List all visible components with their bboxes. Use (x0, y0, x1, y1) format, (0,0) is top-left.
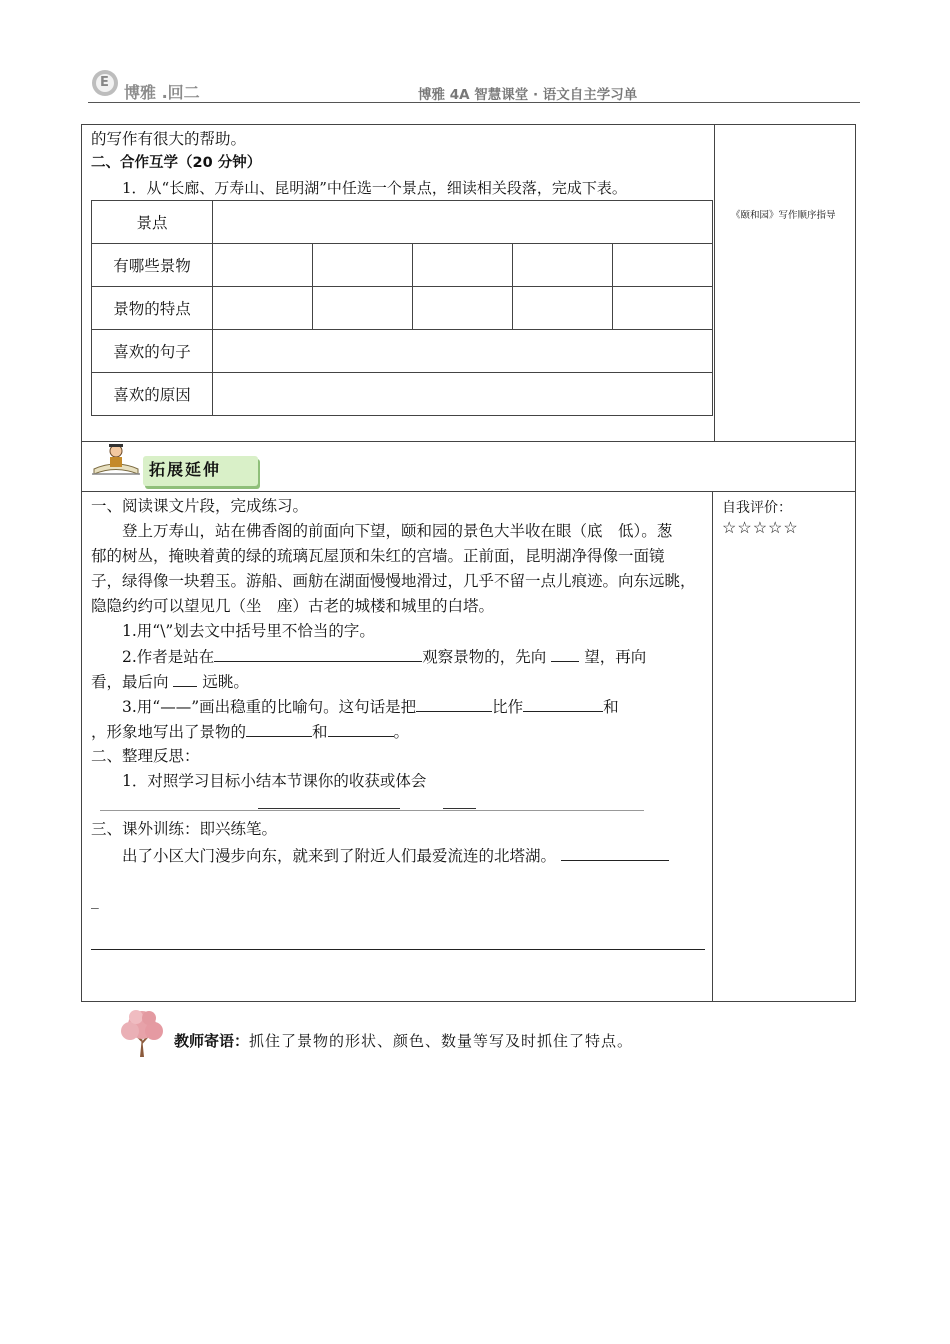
answer-blank[interactable] (173, 669, 197, 687)
answer-blank[interactable] (523, 694, 603, 712)
exercise-2-line-2 (91, 669, 249, 695)
section-heading: 二、合作互学（20 分钟） (91, 155, 262, 171)
self-eval-divider (712, 491, 713, 1002)
passage-line-3: 子，绿得像一块碧玉。游船、画舫在湖面慢慢地滑过，几乎不留一点儿痕迹。向东远眺， (91, 572, 696, 590)
exercise-3-text-e: 和 (312, 723, 328, 741)
input-cell[interactable] (313, 287, 413, 330)
brand-name: 博雅 .回二 (124, 83, 200, 102)
header-title: 博雅 4A 智慧课堂 · 语文自主学习单 (418, 87, 638, 103)
writing-dash: _ (91, 891, 99, 909)
answer-blank[interactable] (214, 644, 422, 662)
teacher-comment-label: 教师寄语： (174, 1032, 250, 1050)
table-row (92, 201, 713, 244)
extension-banner-label: 拓展延伸 (149, 460, 222, 479)
exercise-2-text-c: 望，再向 (584, 648, 647, 666)
writing-line[interactable] (91, 949, 705, 950)
header-divider (88, 102, 860, 103)
passage-line-2: 郁的树丛，掩映着黄的绿的琉璃瓦屋顶和朱红的宫墙。正前面，昆明湖净得像一面镜 (91, 547, 665, 565)
passage-line-4: 隐隐约约可以望见几（坐 座）古老的城楼和城里的白塔。 (91, 597, 495, 615)
question-3-heading: 三、课外训练：即兴练笔。 (91, 820, 278, 838)
question-3-text (122, 843, 669, 869)
table-row (92, 373, 713, 416)
exercise-3-text-c: 和 (603, 698, 619, 716)
rating-stars[interactable]: ☆☆☆☆☆ (722, 518, 799, 537)
input-cell[interactable] (213, 201, 713, 244)
exercise-2-line-1 (122, 644, 646, 670)
input-cell[interactable] (213, 287, 313, 330)
exercise-2-text-d: 看，最后向 (91, 673, 169, 691)
intro-tail-text: 的写作有很大的帮助。 (91, 130, 247, 148)
table-row (92, 244, 713, 287)
reflection-line-mark (258, 808, 400, 809)
self-eval-label: 自我评价： (722, 500, 792, 516)
exercise-3-text-d: ，形象地写出了景物的 (91, 723, 247, 741)
table-row (92, 330, 713, 373)
reflection-line[interactable] (100, 810, 644, 811)
exercise-2-text-a: 2.作者是站在 (122, 648, 215, 666)
table-row (92, 287, 713, 330)
exercise-3-text-a: 3.用“——”画出稳重的比喻句。这句话是把 (122, 698, 417, 716)
answer-blank[interactable] (416, 694, 492, 712)
row-label: 景物的特点 (92, 287, 213, 330)
input-cell[interactable] (613, 287, 713, 330)
input-cell[interactable] (613, 244, 713, 287)
writing-blank[interactable] (561, 843, 669, 861)
side-note: 《颐和园》写作顺序指导 (731, 210, 836, 221)
question-3-prompt: 出了小区大门漫步向东，就来到了附近人们最爱流连的北塔湖。 (122, 847, 557, 865)
exercise-3-line-2 (91, 719, 409, 745)
input-cell[interactable] (413, 287, 513, 330)
answer-blank[interactable] (246, 719, 312, 737)
input-cell[interactable] (213, 330, 713, 373)
question-2-item: 1．对照学习目标小结本节课你的收获或体会 (122, 772, 427, 790)
teacher-comment (174, 1030, 633, 1051)
input-cell[interactable] (513, 244, 613, 287)
question-2-heading: 二、整理反思： (91, 747, 200, 765)
row-label: 有哪些景物 (92, 244, 213, 287)
exercise-2-text-b: 观察景物的，先向 (422, 648, 547, 666)
input-cell[interactable] (313, 244, 413, 287)
input-cell[interactable] (513, 287, 613, 330)
answer-blank[interactable] (328, 719, 394, 737)
logo-icon: E (92, 70, 118, 96)
teacher-comment-text: 抓住了景物的形状、颜色、数量等写及时抓住了特点。 (249, 1032, 634, 1050)
passage-line-1: 登上万寿山，站在佛香阁的前面向下望，颐和园的景色大半收在眼（底 低）。葱 (122, 522, 673, 540)
input-cell[interactable] (213, 244, 313, 287)
input-cell[interactable] (213, 373, 713, 416)
row-label: 喜欢的句子 (92, 330, 213, 373)
question-1-heading: 一、阅读课文片段，完成练习。 (91, 497, 309, 515)
reflection-line-mark (443, 808, 476, 809)
exercise-3-line-1 (122, 694, 619, 720)
input-cell[interactable] (413, 244, 513, 287)
row-label: 景点 (92, 201, 213, 244)
book-reader-icon (90, 443, 142, 477)
extension-banner (143, 456, 258, 486)
exercise-3-text-f: 。 (393, 723, 410, 741)
table-instruction: 1．从“长廊、万寿山、昆明湖”中任选一个景点，细读相关段落，完成下表。 (122, 179, 627, 197)
tree-icon (116, 1007, 168, 1059)
exercise-1: 1.用“\”划去文中括号里不恰当的字。 (122, 622, 375, 640)
row-label: 喜欢的原因 (92, 373, 213, 416)
scenery-table (91, 200, 713, 416)
exercise-3-text-b: 比作 (492, 698, 524, 716)
exercise-2-text-e: 远眺。 (202, 673, 249, 691)
side-column-divider (714, 124, 715, 442)
answer-blank[interactable] (551, 644, 579, 662)
